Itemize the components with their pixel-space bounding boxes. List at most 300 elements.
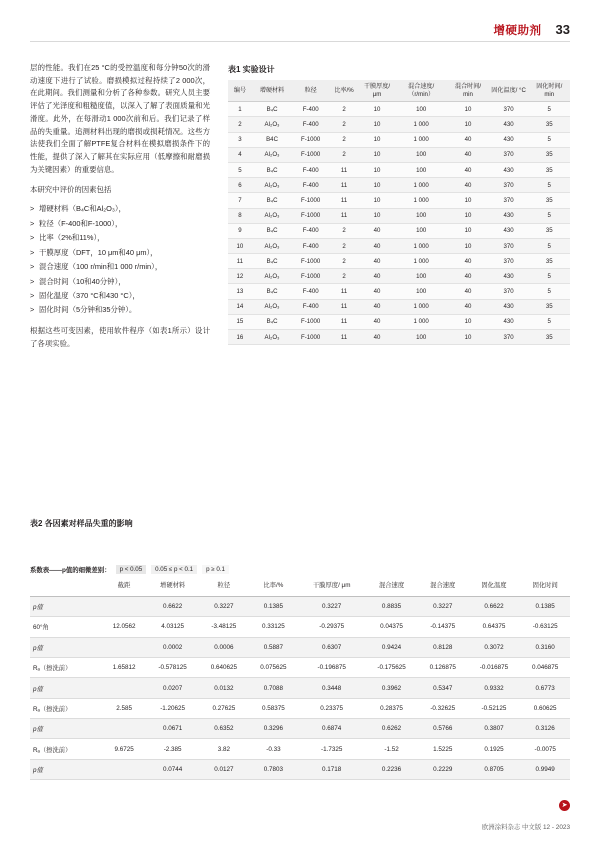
list-item: > 比率（2%和11%）， (30, 231, 210, 245)
table-cell: 10 (447, 208, 488, 223)
table-cell: 100 (395, 330, 447, 345)
table-cell: 100 (395, 208, 447, 223)
table-cell: 0.9424 (365, 637, 418, 657)
col-header-cure-temp: 固化温度 (468, 578, 521, 596)
table-row (228, 238, 570, 253)
table-cell: 370 (489, 284, 529, 299)
table-cell: 11 (329, 208, 359, 223)
table-cell: 40 (447, 254, 488, 269)
table-cell: -0.578125 (146, 657, 199, 677)
table-cell: -0.63125 (520, 617, 570, 637)
table-cell: Al₂O₃ (252, 299, 292, 314)
table-row (228, 117, 570, 132)
row-label: p值 (30, 596, 102, 616)
table-cell: 0.046875 (520, 657, 570, 677)
table-cell: 2 (329, 132, 359, 147)
table-cell: 0.3227 (418, 596, 468, 616)
table-cell: 5 (528, 284, 570, 299)
table-cell: 370 (489, 254, 529, 269)
table-cell: 0.3126 (520, 719, 570, 739)
coefficients-table (30, 578, 570, 780)
table-cell: 10 (447, 238, 488, 253)
table-cell: 100 (395, 162, 447, 177)
table-cell: 0.58375 (249, 698, 299, 718)
table-cell: 0.0671 (146, 719, 199, 739)
table-cell: 430 (489, 208, 529, 223)
table-cell: 10 (447, 223, 488, 238)
header-divider (30, 41, 570, 42)
table-cell: 0.1925 (468, 739, 521, 759)
table-cell: 10 (447, 102, 488, 117)
table-cell: 0.3807 (468, 719, 521, 739)
col-header-ratio: 比率/% (249, 578, 299, 596)
table-cell: -1.20625 (146, 698, 199, 718)
table2-caption: 表2 各因素对样品失重的影响 (30, 519, 133, 528)
table-row (30, 596, 570, 616)
table-row (228, 132, 570, 147)
col-header-ratio: 比率/% (329, 80, 359, 102)
table-cell: 10 (447, 117, 488, 132)
table-cell: 5 (228, 162, 252, 177)
table-cell: 11 (329, 284, 359, 299)
table-cell: 0.6874 (298, 719, 365, 739)
table-cell: 12 (228, 269, 252, 284)
table-cell: 11 (329, 330, 359, 345)
body-paragraph-2: 本研究中评价的因素包括 (30, 184, 112, 194)
table-cell: 10 (359, 178, 395, 193)
table-cell: 370 (489, 102, 529, 117)
list-item: > 混合速度（100 r/min和1 000 r/min）， (30, 260, 210, 274)
table-cell: 2 (329, 117, 359, 132)
table-cell: 4.03125 (146, 617, 199, 637)
col-header-mix-speed-2: 混合速度 (418, 578, 468, 596)
table-cell: 1 000 (395, 117, 447, 132)
table1-header-row (228, 80, 570, 102)
table-row (228, 147, 570, 162)
table-cell: 1 000 (395, 314, 447, 329)
list-item: > 干膜厚度（DFT，10 μm和40 μm）， (30, 246, 210, 260)
table-cell: 0.9332 (468, 678, 521, 698)
table-cell: Al₂O₃ (252, 178, 292, 193)
table-cell: 5 (528, 102, 570, 117)
table-cell: Al₂O₃ (252, 238, 292, 253)
col-header-cure-time: 固化时间/ min (528, 80, 570, 102)
table-cell: 3.82 (199, 739, 249, 759)
table-cell: 370 (489, 330, 529, 345)
table-cell: 0.33125 (249, 617, 299, 637)
factor-list (30, 202, 210, 318)
table-cell: 0.6622 (146, 596, 199, 616)
row-label: p值 (30, 759, 102, 779)
footer-text: 欧洲涂料杂志 中文版 12 - 2023 (481, 824, 570, 831)
row-label: Rₐ（擦洗前） (30, 657, 102, 677)
row-label: 60°角 (30, 617, 102, 637)
table-cell: F-1000 (292, 314, 329, 329)
table-cell: F-400 (292, 162, 329, 177)
table-row (228, 314, 570, 329)
table-cell: 0.0002 (146, 637, 199, 657)
table-cell: F-1000 (292, 269, 329, 284)
table-cell (102, 719, 146, 739)
header-title: 增硬助剂 (493, 25, 542, 37)
table-cell: 100 (395, 223, 447, 238)
table-cell: 0.640625 (199, 657, 249, 677)
next-page-arrow-icon[interactable]: ➤ (559, 800, 570, 811)
table-cell: 0.2229 (418, 759, 468, 779)
table-cell: 5 (528, 314, 570, 329)
table-cell: 1 000 (395, 238, 447, 253)
body-paragraph-1: 层的性能。我们在25 °C的受控温度和每分钟50次的滑动速度下进行了试验。磨损模拟过程持续了2 000次，在此期间。我们测量和分析了各种参数。研究人员主要评估了光泽度和粗糙度值，以深入了解了表面质量和光滑度。此外，在每滑动1 000次前和后。我们记录了样品的失重量。追测材料出现的磨损或损耗情况。这些方法使我们全面了解PTFE复合材料在模拟磨损条件下的性能，提供了深入了解其在实际应用（低摩擦和耐磨损为关键因素）的重要信息。 (30, 63, 210, 174)
table-cell: 1 000 (395, 178, 447, 193)
table-cell: 0.0744 (146, 759, 199, 779)
table-cell: F-400 (292, 284, 329, 299)
table-cell: 0.8835 (365, 596, 418, 616)
table-cell: 1.5225 (418, 739, 468, 759)
table-cell: -0.196875 (298, 657, 365, 677)
table-cell (102, 678, 146, 698)
table-row (228, 299, 570, 314)
table-cell: Al₂O₃ (252, 208, 292, 223)
table-cell: 11 (329, 178, 359, 193)
table-cell: -0.52125 (468, 698, 521, 718)
table-cell: 35 (528, 147, 570, 162)
col-header-material: 增硬材料 (146, 578, 199, 596)
table-cell: 0.04375 (365, 617, 418, 637)
table-cell: 14 (228, 299, 252, 314)
table-cell (102, 759, 146, 779)
table-cell: -0.32625 (418, 698, 468, 718)
table-cell: 10 (359, 102, 395, 117)
table-cell: 100 (395, 284, 447, 299)
col-header-cure-temp: 固化温度/ °C (489, 80, 529, 102)
table-cell: -0.0075 (520, 739, 570, 759)
table-cell: 0.0132 (199, 678, 249, 698)
list-item: > 固化时间（5分钟和35分钟）。 (30, 303, 210, 317)
table-cell: 5 (528, 269, 570, 284)
table-cell: 370 (489, 193, 529, 208)
table-cell: F-1000 (292, 147, 329, 162)
table-cell: -1.52 (365, 739, 418, 759)
table1-head (228, 80, 570, 102)
table-cell (102, 596, 146, 616)
table-cell: 430 (489, 223, 529, 238)
table-cell: 430 (489, 269, 529, 284)
table-cell: 0.5766 (418, 719, 468, 739)
table-cell: 11 (329, 162, 359, 177)
list-item: > 混合时间（10和40分钟）， (30, 275, 210, 289)
legend-swatch-significant: p < 0.05 (116, 565, 147, 574)
table-cell: 10 (359, 208, 395, 223)
table-cell: B₄C (252, 102, 292, 117)
table-row (30, 698, 570, 718)
page-header (494, 22, 570, 38)
table-cell: 4 (228, 147, 252, 162)
table-cell: Al₂O₃ (252, 117, 292, 132)
table-cell: 40 (447, 269, 488, 284)
table-row (30, 657, 570, 677)
table-cell: 5 (528, 238, 570, 253)
table-cell: 1 (228, 102, 252, 117)
table-row (228, 178, 570, 193)
table-cell: B₄C (252, 223, 292, 238)
table-cell: 430 (489, 117, 529, 132)
row-label: p值 (30, 719, 102, 739)
table-row (228, 330, 570, 345)
table-cell: 10 (447, 330, 488, 345)
table-cell: 1 000 (395, 193, 447, 208)
table-cell: 35 (528, 330, 570, 345)
table-cell: Al₂O₃ (252, 147, 292, 162)
table-cell: 430 (489, 299, 529, 314)
table-cell: 0.0127 (199, 759, 249, 779)
col-header-granularity: 粒径 (199, 578, 249, 596)
table-cell: 0.3227 (298, 596, 365, 616)
row-label: p值 (30, 678, 102, 698)
table2-legend (30, 565, 229, 574)
table-cell: Al₂O₃ (252, 269, 292, 284)
table2-header-row (30, 578, 570, 596)
page-number: 33 (555, 22, 570, 37)
table-cell: 2.585 (102, 698, 146, 718)
row-label: p值 (30, 637, 102, 657)
table-cell: F-400 (292, 238, 329, 253)
table2-wrapper (30, 578, 570, 780)
table-row (228, 254, 570, 269)
table-cell: 40 (447, 132, 488, 147)
table-cell: 35 (528, 223, 570, 238)
table-cell: 2 (228, 117, 252, 132)
table-cell: 11 (329, 193, 359, 208)
experiment-design-table (228, 80, 570, 345)
table-cell: 35 (528, 254, 570, 269)
table-cell: 0.6352 (199, 719, 249, 739)
table-cell: 40 (447, 178, 488, 193)
table-cell: 40 (359, 330, 395, 345)
table-cell: 11 (329, 314, 359, 329)
table-cell: 1.65812 (102, 657, 146, 677)
table-cell: 430 (489, 314, 529, 329)
col-header-thickness: 干膜厚度/ μm (298, 578, 365, 596)
table-cell: F-400 (292, 117, 329, 132)
table-cell: 3 (228, 132, 252, 147)
table-cell: 5 (528, 132, 570, 147)
table-cell: 2 (329, 102, 359, 117)
table-cell: 0.8705 (468, 759, 521, 779)
table1-body (228, 102, 570, 345)
table-cell: F-1000 (292, 208, 329, 223)
table-cell: 0.6773 (520, 678, 570, 698)
col-header-material: 增硬材料 (252, 80, 292, 102)
table-cell: 0.64375 (468, 617, 521, 637)
table-cell: 0.5887 (249, 637, 299, 657)
table-cell: 9 (228, 223, 252, 238)
table-cell: B4C (252, 132, 292, 147)
row-label: Rₐ（擦洗前） (30, 739, 102, 759)
table-cell: 0.9949 (520, 759, 570, 779)
table-cell: 430 (489, 132, 529, 147)
table-cell: 40 (359, 238, 395, 253)
table-cell: 11 (329, 299, 359, 314)
table-cell: F-1000 (292, 193, 329, 208)
table-cell: 35 (528, 193, 570, 208)
table-cell: B₄C (252, 254, 292, 269)
list-item: > 粒径（F-400和F-1000）， (30, 217, 210, 231)
table-cell: B₄C (252, 314, 292, 329)
table-row (228, 208, 570, 223)
table-cell: 10 (447, 314, 488, 329)
table-cell: B₄C (252, 193, 292, 208)
legend-swatch-marginal: 0.05 ≤ p < 0.1 (151, 565, 197, 574)
table1-caption: 表1 实验设计 (228, 65, 275, 74)
table-cell: -0.14375 (418, 617, 468, 637)
table-cell: 7 (228, 193, 252, 208)
table-cell: 35 (528, 117, 570, 132)
table-cell: 10 (359, 117, 395, 132)
table-cell: 2 (329, 238, 359, 253)
table-row (228, 162, 570, 177)
table-cell: 2 (329, 269, 359, 284)
table-cell: -0.33 (249, 739, 299, 759)
table-cell: 0.27625 (199, 698, 249, 718)
table-cell: -0.016875 (468, 657, 521, 677)
table-cell: 0.1385 (520, 596, 570, 616)
table-cell: 16 (228, 330, 252, 345)
table-cell: 0.3296 (249, 719, 299, 739)
legend-swatch-nonsignificant: p ≥ 0.1 (202, 565, 229, 574)
table2-body (30, 596, 570, 779)
table-cell: 0.7088 (249, 678, 299, 698)
table-cell: 1 000 (395, 132, 447, 147)
table-cell: 0.6307 (298, 637, 365, 657)
table-cell: 40 (447, 299, 488, 314)
table-cell: 40 (447, 162, 488, 177)
col-header-mix-speed: 混合速度/ （r/min） (395, 80, 447, 102)
table-cell: 10 (359, 132, 395, 147)
table-cell: 40 (359, 284, 395, 299)
table-cell: 1 000 (395, 254, 447, 269)
list-item: > 增硬材料（B₄C和Al₂O₃）， (30, 202, 210, 216)
table-cell: 0.2236 (365, 759, 418, 779)
table-cell: 13 (228, 284, 252, 299)
table-cell: 35 (528, 162, 570, 177)
table-cell: 40 (359, 269, 395, 284)
table-cell: 0.126875 (418, 657, 468, 677)
table-cell: 100 (395, 102, 447, 117)
table-cell: F-400 (292, 223, 329, 238)
table-row (30, 759, 570, 779)
table-cell: F-400 (292, 102, 329, 117)
col-header-intercept: 截距 (102, 578, 146, 596)
table-cell: 10 (359, 147, 395, 162)
table-cell: 0.0207 (146, 678, 199, 698)
table-cell: 10 (228, 238, 252, 253)
table-cell: 10 (359, 193, 395, 208)
table-cell: F-1000 (292, 330, 329, 345)
list-item: > 固化温度（370 °C和430 °C）， (30, 289, 210, 303)
col-header-number: 编号 (228, 80, 252, 102)
table-row (228, 223, 570, 238)
table1-wrapper (228, 80, 570, 345)
table-cell: 40 (359, 254, 395, 269)
table-cell: F-1000 (292, 132, 329, 147)
col-header-cure-time: 固化时间 (520, 578, 570, 596)
table-cell: 100 (395, 269, 447, 284)
table-cell: 1 000 (395, 299, 447, 314)
table-row (228, 269, 570, 284)
table-cell: 15 (228, 314, 252, 329)
table-cell: 370 (489, 178, 529, 193)
table-cell: 0.3962 (365, 678, 418, 698)
table-cell: 2 (329, 223, 359, 238)
table-cell: 6 (228, 178, 252, 193)
table-cell: 10 (447, 193, 488, 208)
table-cell: 0.6262 (365, 719, 418, 739)
table-cell: -3.48125 (199, 617, 249, 637)
table-cell: 370 (489, 238, 529, 253)
table-cell: 5 (528, 178, 570, 193)
col-header-mix-time: 混合时间/ min (447, 80, 488, 102)
table-cell: 0.5347 (418, 678, 468, 698)
table-cell: 40 (447, 284, 488, 299)
table-cell: 430 (489, 162, 529, 177)
table-row (30, 617, 570, 637)
table-cell: 40 (447, 147, 488, 162)
col-header-granularity: 粒径 (292, 80, 329, 102)
table-row (30, 739, 570, 759)
table-cell: 40 (359, 299, 395, 314)
table-cell: 370 (489, 147, 529, 162)
table-cell: B₄C (252, 162, 292, 177)
col-header-thickness: 干膜厚度/ μm (359, 80, 395, 102)
col-header-rowlabel (30, 578, 102, 596)
table-cell: 0.3160 (520, 637, 570, 657)
table-cell: -0.175625 (365, 657, 418, 677)
table-cell: 0.7803 (249, 759, 299, 779)
table-cell: 100 (395, 147, 447, 162)
table-cell: 5 (528, 208, 570, 223)
table-cell: 0.28375 (365, 698, 418, 718)
table-cell: 0.3227 (199, 596, 249, 616)
article-body (30, 62, 210, 350)
table-cell: F-400 (292, 178, 329, 193)
table-row (30, 719, 570, 739)
table-row (228, 193, 570, 208)
table-cell: 0.3448 (298, 678, 365, 698)
table-cell: 9.6725 (102, 739, 146, 759)
table-cell: 0.075625 (249, 657, 299, 677)
table-cell: 8 (228, 208, 252, 223)
table-cell (102, 637, 146, 657)
table-cell: B₄C (252, 284, 292, 299)
table-cell: 0.23375 (298, 698, 365, 718)
table-cell: 0.6622 (468, 596, 521, 616)
table-row (30, 678, 570, 698)
body-paragraph-3: 根据这些可变因素，使用软件程序（如表1所示）设计了各项实验。 (30, 325, 210, 348)
table-cell: 35 (528, 299, 570, 314)
table-cell: -1.7325 (298, 739, 365, 759)
table-cell: F-1000 (292, 254, 329, 269)
table-cell: 0.1718 (298, 759, 365, 779)
table-cell: F-400 (292, 299, 329, 314)
table-row (30, 637, 570, 657)
legend-title: 系数表——p值的细微差别： (30, 567, 111, 574)
table-cell: -0.29375 (298, 617, 365, 637)
table-cell: -2.385 (146, 739, 199, 759)
table2-head (30, 578, 570, 596)
table-cell: Al₂O₃ (252, 330, 292, 345)
table-cell: 40 (359, 223, 395, 238)
table-cell: 2 (329, 254, 359, 269)
